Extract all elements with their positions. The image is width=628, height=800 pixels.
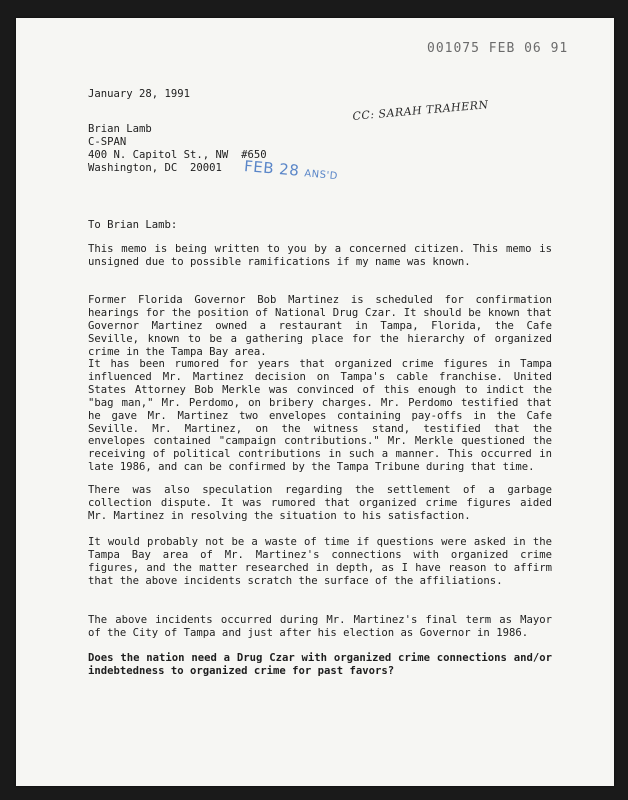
paragraph-1: This memo is being written to you by a concerned citizen. This memo is unsigned due to possible ramifications if my name was known.: [88, 243, 552, 268]
letter-date: January 28, 1991: [88, 88, 191, 100]
handwritten-cc-note: CC: SARAH TRAHERN: [352, 98, 490, 123]
paragraph-2: Former Florida Governor Bob Martinez is scheduled for confirmation hearings for the position of National Drug Czar. It should be known that Governor Martinez owned a restaurant in Tampa, Florida, the Cafe Seville, known to be a gathering place for the hierarchy of organized crime in the Tampa Bay area.: [88, 294, 552, 358]
document-page: [16, 18, 614, 786]
paragraph-3: It has been rumored for years that organized crime figures in Tampa influenced Mr. Martinez decision on Tampa's cable franchise. United States Attorney Bob Merkle was convinced of this enough to indict the "bag man," Mr. Perdomo, on bribery charges. Mr. Perdomo testified that he gave Mr. Martinez two envelopes containing pay-offs in the Cafe Seville. Mr. Martinez, on the witness stand, testified that the envelopes contained "campaign contributions." Mr. Merkle questioned the receiving of political contributions in such a manner. This occurred in late 1986, and can be confirmed by the Tampa Tribune during that time.: [88, 358, 552, 474]
recipient-name: Brian Lamb: [88, 123, 152, 135]
closing-question: Does the nation need a Drug Czar with organized crime connections and/or indebtedness to organized crime for past favors?: [88, 652, 552, 677]
recipient-city: Washington, DC 20001: [88, 162, 222, 174]
recipient-street: 400 N. Capitol St., NW #650: [88, 149, 267, 161]
received-stamp-label: ANS'D: [303, 168, 339, 183]
paragraph-4: There was also speculation regarding the settlement of a garbage collection dispute. It was rumored that organized crime figures aided Mr. Martinez in resolving the situation to his satisfaction.: [88, 484, 552, 522]
paragraph-5: It would probably not be a waste of time if questions were asked in the Tampa Bay area of Mr. Martinez's connections with organized crime figures, and the matter researched in depth, as I have reason to affirm that the above incidents scratch the surface of the affiliations.: [88, 536, 552, 587]
archive-number-stamp: 001075 FEB 06 91: [427, 41, 569, 56]
recipient-organization: C-SPAN: [88, 136, 127, 148]
received-date-stamp: [243, 157, 338, 183]
salutation: To Brian Lamb:: [88, 219, 178, 231]
paragraph-6: The above incidents occurred during Mr. Martinez's final term as Mayor of the City of Tampa and just after his election as Governor in 1986.: [88, 614, 552, 639]
received-stamp-date: FEB 28: [243, 157, 301, 180]
